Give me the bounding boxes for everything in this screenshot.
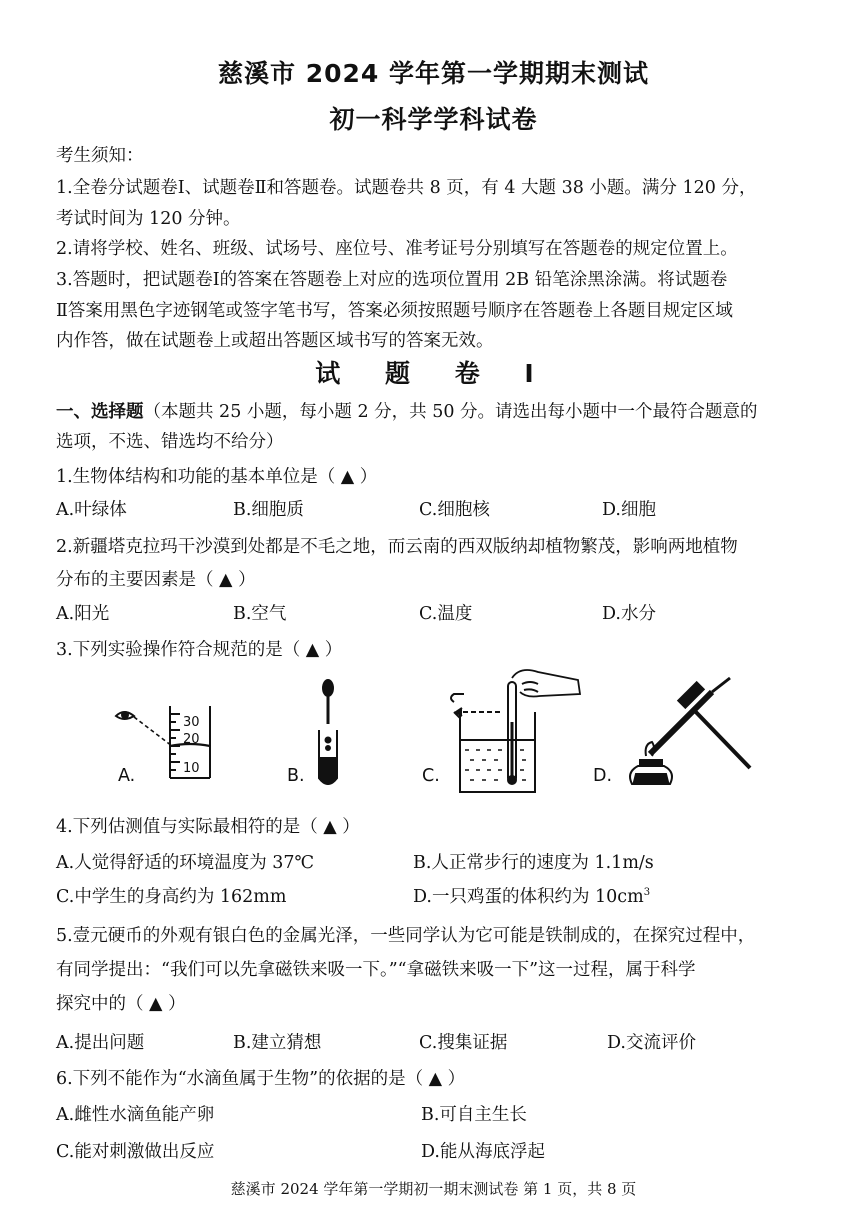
question-stem: 探究中的（ ▲ ）: [56, 994, 186, 1014]
section-heading: [56, 398, 758, 423]
option-a: A.雌性水滴鱼能产卵: [56, 1105, 215, 1125]
notice-line: Ⅱ答案用黑色字迹钢笔或签字笔书写，答案必须按照题号顺序在答题卷上各题目规定区域: [56, 301, 733, 321]
option-c: C.中学生的身高约为 162mm: [56, 887, 287, 907]
figure-label-c: C.: [422, 766, 440, 786]
option-b: B.建立猜想: [233, 1033, 322, 1053]
question-stem: 4.下列估测值与实际最相符的是（ ▲ ）: [56, 817, 360, 837]
section-heading-bold: 一、选择题: [56, 402, 144, 422]
section-heading-line2: 选项，不选、错选均不给分）: [56, 432, 284, 452]
question-stem: 有同学提出：“我们可以先拿磁铁来吸一下。”“拿磁铁来吸一下”这一过程，属于科学: [56, 960, 696, 980]
option-d: D.细胞: [602, 500, 656, 520]
option-d: D.交流评价: [607, 1033, 696, 1053]
question-stem: 分布的主要因素是（ ▲ ）: [56, 570, 256, 590]
option-d: D.能从海底浮起: [421, 1142, 545, 1162]
option-d-text: D.一只鸡蛋的体积约为 10cm: [413, 887, 644, 907]
exam-title: 慈溪市 2024 学年第一学期期末测试: [218, 59, 649, 88]
option-d: D.水分: [602, 604, 656, 624]
notice-line: 内作答，做在试题卷上或超出答题区域书写的答案无效。: [56, 331, 494, 351]
option-d: [413, 883, 650, 908]
notice-line: 2.请将学校、姓名、班级、试场号、座位号、准考证号分别填写在答题卷的规定位置上。: [56, 239, 738, 259]
notice-line: 考试时间为 120 分钟。: [56, 209, 241, 229]
option-a: A.阳光: [56, 604, 110, 624]
option-c: C.能对刺激做出反应: [56, 1142, 215, 1162]
tick-label: 30: [183, 715, 200, 730]
option-b: B.人正常步行的速度为 1.1m/s: [413, 853, 654, 873]
option-b: B.空气: [233, 604, 287, 624]
option-b: B.可自主生长: [421, 1105, 527, 1125]
question-stem: 3.下列实验操作符合规范的是（ ▲ ）: [56, 640, 343, 660]
notice-heading: 考生须知：: [56, 146, 144, 166]
option-c: C.细胞核: [419, 500, 490, 520]
question-stem: 1.生物体结构和功能的基本单位是（ ▲ ）: [56, 467, 378, 487]
section-title: 试 题 卷 Ⅰ: [315, 359, 552, 388]
option-b: B.细胞质: [233, 500, 304, 520]
figure-alcohol-lamp: [622, 672, 762, 797]
figure-label-b: B.: [287, 766, 305, 786]
figure-dropper-test-tube: [308, 678, 348, 793]
question-stem: 5.壹元硬币的外观有银白色的金属光泽，一些同学认为它可能是铁制成的，在探究过程中，: [56, 926, 756, 946]
figure-label-a: A.: [118, 766, 136, 786]
tick-label: 10: [183, 761, 200, 776]
question-stem: 6.下列不能作为“水滴鱼属于生物”的依据的是（ ▲ ）: [56, 1069, 466, 1089]
question-stem: 2.新疆塔克拉玛干沙漠到处都是不毛之地，而云南的西双版纳却植物繁茂，影响两地植物: [56, 537, 738, 557]
tick-label: 20: [183, 732, 200, 747]
section-heading-rest: （本题共 25 小题，每小题 2 分，共 50 分。请选出每小题中一个最符合题意的: [143, 402, 758, 422]
figure-beaker-thermometer: [440, 662, 590, 802]
option-a: A.人觉得舒适的环境温度为 37℃: [56, 853, 315, 873]
option-c: C.温度: [419, 604, 473, 624]
option-c: C.搜集证据: [419, 1033, 508, 1053]
figure-label-d: D.: [593, 766, 613, 786]
superscript: 3: [643, 887, 651, 899]
exam-subtitle: 初一科学学科试卷: [329, 105, 538, 134]
notice-line: 1.全卷分试题卷Ⅰ、试题卷Ⅱ和答题卷。试题卷共 8 页，有 4 大题 38 小题。满分 120 分，: [56, 178, 757, 198]
page-footer: 慈溪市 2024 学年第一学期初一期末测试卷 第 1 页，共 8 页: [230, 1180, 637, 1198]
notice-line: 3.答题时，把试题卷Ⅰ的答案在答题卷上对应的选项位置用 2B 铅笔涂黑涂满。将试题卷: [56, 270, 728, 290]
option-a: A.叶绿体: [56, 500, 127, 520]
option-a: A.提出问题: [56, 1033, 145, 1053]
